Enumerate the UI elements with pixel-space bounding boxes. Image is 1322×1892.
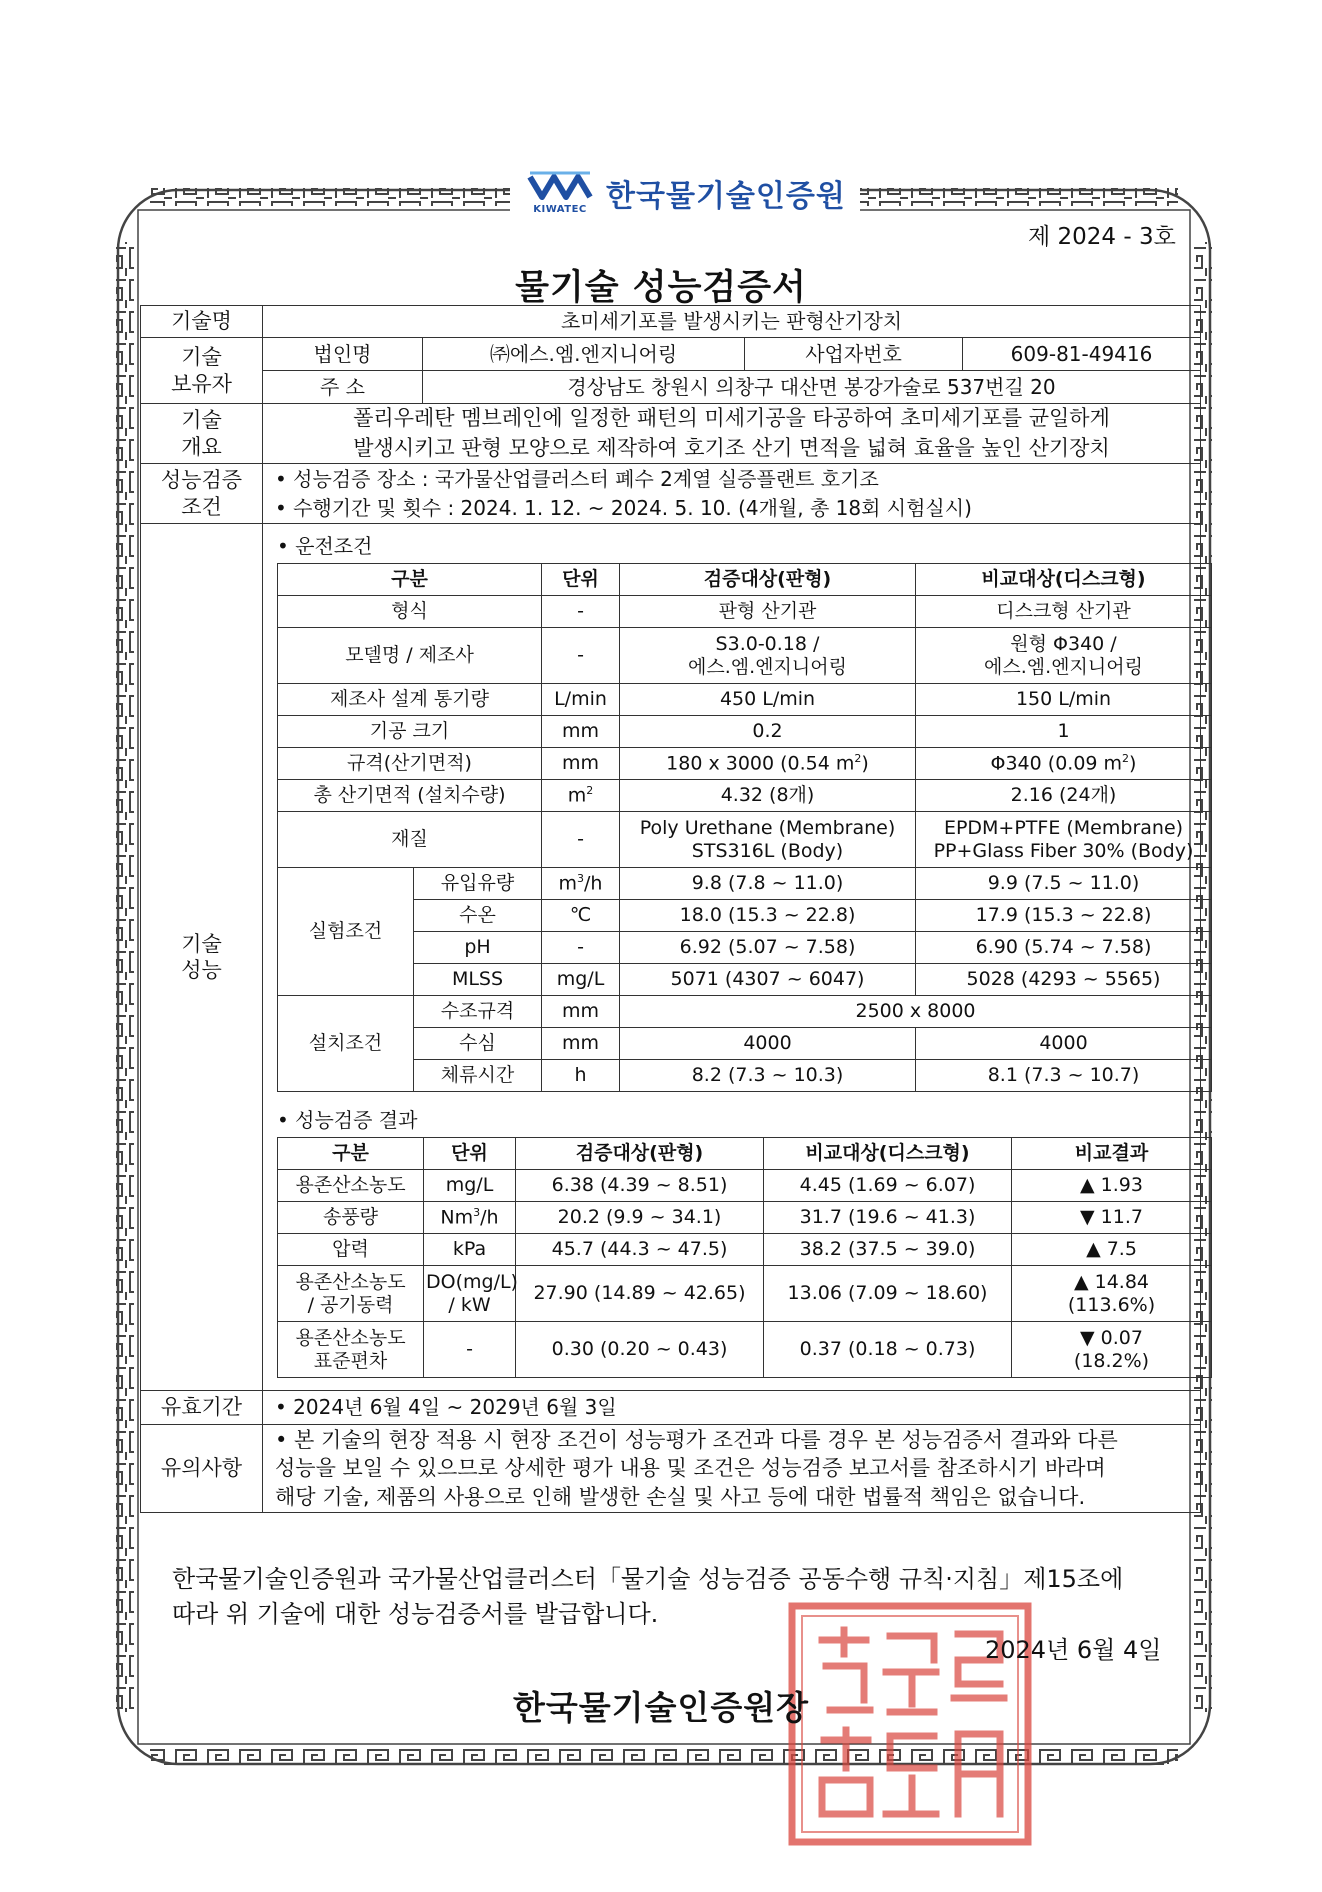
row-target	[620, 812, 916, 868]
table-row	[278, 596, 1212, 628]
row-result: ▲ 7.5	[1012, 1234, 1212, 1266]
tech-name-value: 초미세기포를 발생시키는 판형산기장치	[263, 306, 1201, 338]
row-target: 27.90 (14.89 ~ 42.65)	[516, 1266, 764, 1322]
row-result-line1: ▼ 0.07	[1080, 1326, 1143, 1349]
label-holder	[141, 338, 263, 404]
label-notice: 유의사항	[141, 1425, 263, 1513]
row-merged: 2500 x 8000	[620, 996, 1212, 1028]
row-label: MLSS	[414, 964, 542, 996]
conditions-line2: • 수행기간 및 횟수 : 2024. 1. 12. ~ 2024. 5. 10. (4개월, 총 18회 시험실시)	[275, 495, 972, 520]
row-unit-line2: / kW	[448, 1293, 491, 1316]
row-compare: 4000	[916, 1028, 1212, 1060]
row-unit	[424, 1202, 516, 1234]
row-target: 18.0 (15.3 ~ 22.8)	[620, 900, 916, 932]
sup-2: 2	[854, 751, 862, 765]
kiwatec-logo-icon	[524, 171, 596, 215]
row-compare: 38.2 (37.5 ~ 39.0)	[764, 1234, 1012, 1266]
operating-table	[277, 563, 1212, 1092]
row-unit: mm	[542, 996, 620, 1028]
row-target: 판형 산기관	[620, 596, 916, 628]
row-label-line1: 용존산소농도	[295, 1270, 406, 1293]
row-target: 0.30 (0.20 ~ 0.43)	[516, 1322, 764, 1378]
row-label: 수조규격	[414, 996, 542, 1028]
corp-name-value: ㈜에스.엠.엔지니어링	[423, 338, 745, 371]
row-unit: mm	[542, 716, 620, 748]
row-unit: mg/L	[542, 964, 620, 996]
row-label-line2: / 공기동력	[307, 1293, 394, 1316]
sup-2: 2	[1122, 751, 1130, 765]
overview-line1: 폴리우레탄 멤브레인에 일정한 패턴의 미세기공을 타공하여 초미세기포를 균일하게	[353, 406, 1110, 431]
unit-text: m	[567, 784, 587, 807]
row-label-line1: 용존산소농도	[295, 1326, 406, 1349]
row-label: 압력	[278, 1234, 424, 1266]
row-compare: 9.9 (7.5 ~ 11.0)	[916, 868, 1212, 900]
row-compare-line1: EPDM+PTFE (Membrane)	[943, 816, 1184, 839]
label-corp-name: 법인명	[263, 338, 423, 371]
certificate-number: 제 2024 - 3호	[1028, 224, 1176, 250]
row-compare-line1: 원형 Φ340 /	[1010, 632, 1117, 655]
op-header-unit: 단위	[542, 564, 620, 596]
label-tech-name: 기술명	[141, 306, 263, 338]
row-compare: 4.45 (1.69 ~ 6.07)	[764, 1170, 1012, 1202]
table-row	[278, 1170, 1212, 1202]
row-target-text: 180 x 3000 (0.54 m	[666, 752, 855, 775]
unit-sup: 3	[473, 1205, 481, 1219]
issuance-line2: 따라 위 기술에 대한 성능검증서를 발급합니다.	[172, 1599, 659, 1628]
row-result-line2: (113.6%)	[1067, 1293, 1156, 1316]
row-target: 20.2 (9.9 ~ 34.1)	[516, 1202, 764, 1234]
overview-value	[263, 404, 1201, 464]
label-address: 주 소	[263, 371, 423, 404]
overview-line2: 발생시키고 판형 모양으로 제작하여 호기조 산기 면적을 넓혀 효율을 높인 산기장치	[353, 435, 1110, 460]
performance-section	[263, 524, 1201, 1391]
row-compare: 2.16 (24개)	[916, 780, 1212, 812]
biz-no-value: 609-81-49416	[963, 338, 1201, 371]
row-unit: -	[542, 812, 620, 868]
row-label: 용존산소농도	[278, 1170, 424, 1202]
row-target-line1: Poly Urethane (Membrane)	[639, 816, 896, 839]
row-label: 총 산기면적 (설치수량)	[278, 780, 542, 812]
label-validity: 유효기간	[141, 1391, 263, 1425]
table-row	[278, 1060, 1212, 1092]
row-target: 4.32 (8개)	[620, 780, 916, 812]
unit-text: Nm	[440, 1206, 474, 1229]
row-unit	[424, 1266, 516, 1322]
table-row	[278, 684, 1212, 716]
res-header-target: 검증대상(판형)	[516, 1138, 764, 1170]
row-compare-text: Φ340 (0.09 m	[990, 752, 1123, 775]
row-target	[620, 748, 916, 780]
row-unit-line1: DO(mg/L)	[426, 1270, 518, 1293]
row-compare-line2: 에스.엠.엔지니어링	[984, 655, 1143, 678]
row-target-line1: S3.0-0.18 /	[715, 632, 820, 655]
res-header-unit: 단위	[424, 1138, 516, 1170]
issue-date: 2024년 6월 4일	[985, 1636, 1162, 1664]
table-row	[278, 628, 1212, 684]
row-compare	[916, 748, 1212, 780]
row-unit: -	[424, 1322, 516, 1378]
label-holder-line2: 보유자	[171, 371, 232, 396]
row-label: 규격(산기면적)	[278, 748, 542, 780]
row-target: 6.38 (4.39 ~ 8.51)	[516, 1170, 764, 1202]
row-result-line1: ▲ 14.84	[1073, 1270, 1150, 1293]
row-compare	[916, 812, 1212, 868]
row-label: 모델명 / 제조사	[278, 628, 542, 684]
conditions-line1: • 성능검증 장소 : 국가물산업클러스터 폐수 2계열 실증플랜트 호기조	[275, 466, 879, 491]
results-table	[277, 1137, 1212, 1378]
row-unit: mg/L	[424, 1170, 516, 1202]
exp-group-label: 실험조건	[278, 868, 414, 996]
label-overview	[141, 404, 263, 464]
res-header-category: 구분	[278, 1138, 424, 1170]
row-compare: 13.06 (7.09 ~ 18.60)	[764, 1266, 1012, 1322]
table-row	[278, 1202, 1212, 1234]
row-unit: L/min	[542, 684, 620, 716]
res-header-compare: 비교대상(디스크형)	[764, 1138, 1012, 1170]
unit-tail: /h	[480, 1206, 499, 1229]
op-header-target: 검증대상(판형)	[620, 564, 916, 596]
table-row	[278, 868, 1212, 900]
row-result	[1012, 1266, 1212, 1322]
row-label: 기공 크기	[278, 716, 542, 748]
table-row	[278, 964, 1212, 996]
row-result	[1012, 1322, 1212, 1378]
row-target: 5071 (4307 ~ 6047)	[620, 964, 916, 996]
row-target: 4000	[620, 1028, 916, 1060]
table-row	[278, 1266, 1212, 1322]
res-header-result: 비교결과	[1012, 1138, 1212, 1170]
row-label: 유입유량	[414, 868, 542, 900]
label-conditions	[141, 464, 263, 524]
row-target: 9.8 (7.8 ~ 11.0)	[620, 868, 916, 900]
row-label	[278, 1266, 424, 1322]
row-compare: 0.37 (0.18 ~ 0.73)	[764, 1322, 1012, 1378]
row-compare	[916, 628, 1212, 684]
row-unit: kPa	[424, 1234, 516, 1266]
row-target-line2: STS316L (Body)	[691, 839, 844, 862]
row-label: 송풍량	[278, 1202, 424, 1234]
row-unit	[542, 780, 620, 812]
label-conditions-line2: 조건	[181, 494, 222, 519]
row-label: 수심	[414, 1028, 542, 1060]
unit-sup: 2	[586, 783, 594, 797]
document-title: 물기술 성능검증서	[515, 268, 807, 308]
row-compare: 1	[916, 716, 1212, 748]
row-target-line2: 에스.엠.엔지니어링	[688, 655, 847, 678]
row-target	[620, 628, 916, 684]
row-label: 재질	[278, 812, 542, 868]
label-overview-line1: 기술	[181, 408, 222, 433]
conditions-value	[263, 464, 1201, 524]
row-result-line2: (18.2%)	[1073, 1349, 1150, 1372]
row-target: 450 L/min	[620, 684, 916, 716]
validity-value: • 2024년 6월 4일 ~ 2029년 6월 3일	[263, 1391, 1201, 1425]
row-label: 형식	[278, 596, 542, 628]
row-target: 8.2 (7.3 ~ 10.3)	[620, 1060, 916, 1092]
op-header-compare: 비교대상(디스크형)	[916, 564, 1212, 596]
certificate-table	[140, 305, 1201, 1513]
label-biz-no: 사업자번호	[745, 338, 963, 371]
logo-kiwatec-text: KIWATEC	[533, 204, 587, 215]
issuance-line1: 한국물기술인증원과 국가물산업클러스터「물기술 성능검증 공동수행 규칙·지침」제15조에	[172, 1565, 1124, 1593]
label-overview-line2: 개요	[181, 434, 222, 459]
close-paren: )	[1129, 752, 1137, 775]
row-compare-line2: PP+Glass Fiber 30% (Body)	[933, 839, 1194, 862]
row-compare: 5028 (4293 ~ 5565)	[916, 964, 1212, 996]
label-performance	[141, 524, 263, 1391]
notice-line3: 해당 기술, 제품의 사용으로 인해 발생한 손실 및 사고 등에 대한 법률적 책임은 없습니다.	[275, 1484, 1086, 1509]
label-performance-line2: 성능	[181, 958, 222, 982]
table-row	[278, 780, 1212, 812]
row-compare: 31.7 (19.6 ~ 41.3)	[764, 1202, 1012, 1234]
row-target: 45.7 (44.3 ~ 47.5)	[516, 1234, 764, 1266]
row-result: ▼ 11.7	[1012, 1202, 1212, 1234]
results-heading: • 성능검증 결과	[277, 1108, 418, 1132]
row-unit: ℃	[542, 900, 620, 932]
label-holder-line1: 기술	[181, 345, 222, 370]
notice-value	[263, 1425, 1201, 1513]
row-unit: mm	[542, 748, 620, 780]
row-compare: 8.1 (7.3 ~ 10.7)	[916, 1060, 1212, 1092]
org-name: 한국물기술인증원	[606, 179, 846, 214]
row-compare: 17.9 (15.3 ~ 22.8)	[916, 900, 1212, 932]
table-row	[278, 1028, 1212, 1060]
row-label-line2: 표준편차	[313, 1349, 388, 1372]
row-compare: 디스크형 산기관	[916, 596, 1212, 628]
row-unit: -	[542, 628, 620, 684]
inst-group-label: 설치조건	[278, 996, 414, 1092]
table-row	[278, 812, 1212, 868]
label-performance-line1: 기술	[181, 931, 222, 956]
row-target: 0.2	[620, 716, 916, 748]
row-unit	[542, 868, 620, 900]
row-label	[278, 1322, 424, 1378]
row-unit: -	[542, 932, 620, 964]
unit-sup: 3	[577, 871, 585, 885]
label-conditions-line1: 성능검증	[160, 468, 243, 493]
row-compare: 6.90 (5.74 ~ 7.58)	[916, 932, 1212, 964]
issuer-name: 한국물기술인증원장	[513, 1688, 809, 1727]
row-result: ▲ 1.93	[1012, 1170, 1212, 1202]
row-target: 6.92 (5.07 ~ 7.58)	[620, 932, 916, 964]
table-row	[278, 716, 1212, 748]
table-row	[278, 932, 1212, 964]
notice-line1: • 본 기술의 현장 적용 시 현장 조건이 성능평가 조건과 다를 경우 본 성능검증서 결과와 다른	[275, 1427, 1118, 1452]
close-paren: )	[861, 752, 869, 775]
op-header-category: 구분	[278, 564, 542, 596]
unit-text: m	[558, 872, 578, 895]
row-label: 수온	[414, 900, 542, 932]
row-unit: mm	[542, 1028, 620, 1060]
row-label: 체류시간	[414, 1060, 542, 1092]
unit-tail: /h	[584, 872, 603, 895]
table-row	[278, 1234, 1212, 1266]
table-row	[278, 900, 1212, 932]
notice-line2: 성능을 보일 수 있으므로 상세한 평가 내용 및 조건은 성능검증 보고서를 참조하시기 바라며	[275, 1456, 1106, 1481]
table-row	[278, 1322, 1212, 1378]
row-label: pH	[414, 932, 542, 964]
row-label: 제조사 설계 통기량	[278, 684, 542, 716]
row-compare: 150 L/min	[916, 684, 1212, 716]
org-logo	[510, 168, 860, 218]
table-row	[278, 996, 1212, 1028]
address-value: 경상남도 창원시 의창구 대산면 봉강가술로 537번길 20	[423, 371, 1201, 404]
operating-heading: • 운전조건	[277, 534, 373, 558]
row-unit: -	[542, 596, 620, 628]
row-unit: h	[542, 1060, 620, 1092]
table-row	[278, 748, 1212, 780]
